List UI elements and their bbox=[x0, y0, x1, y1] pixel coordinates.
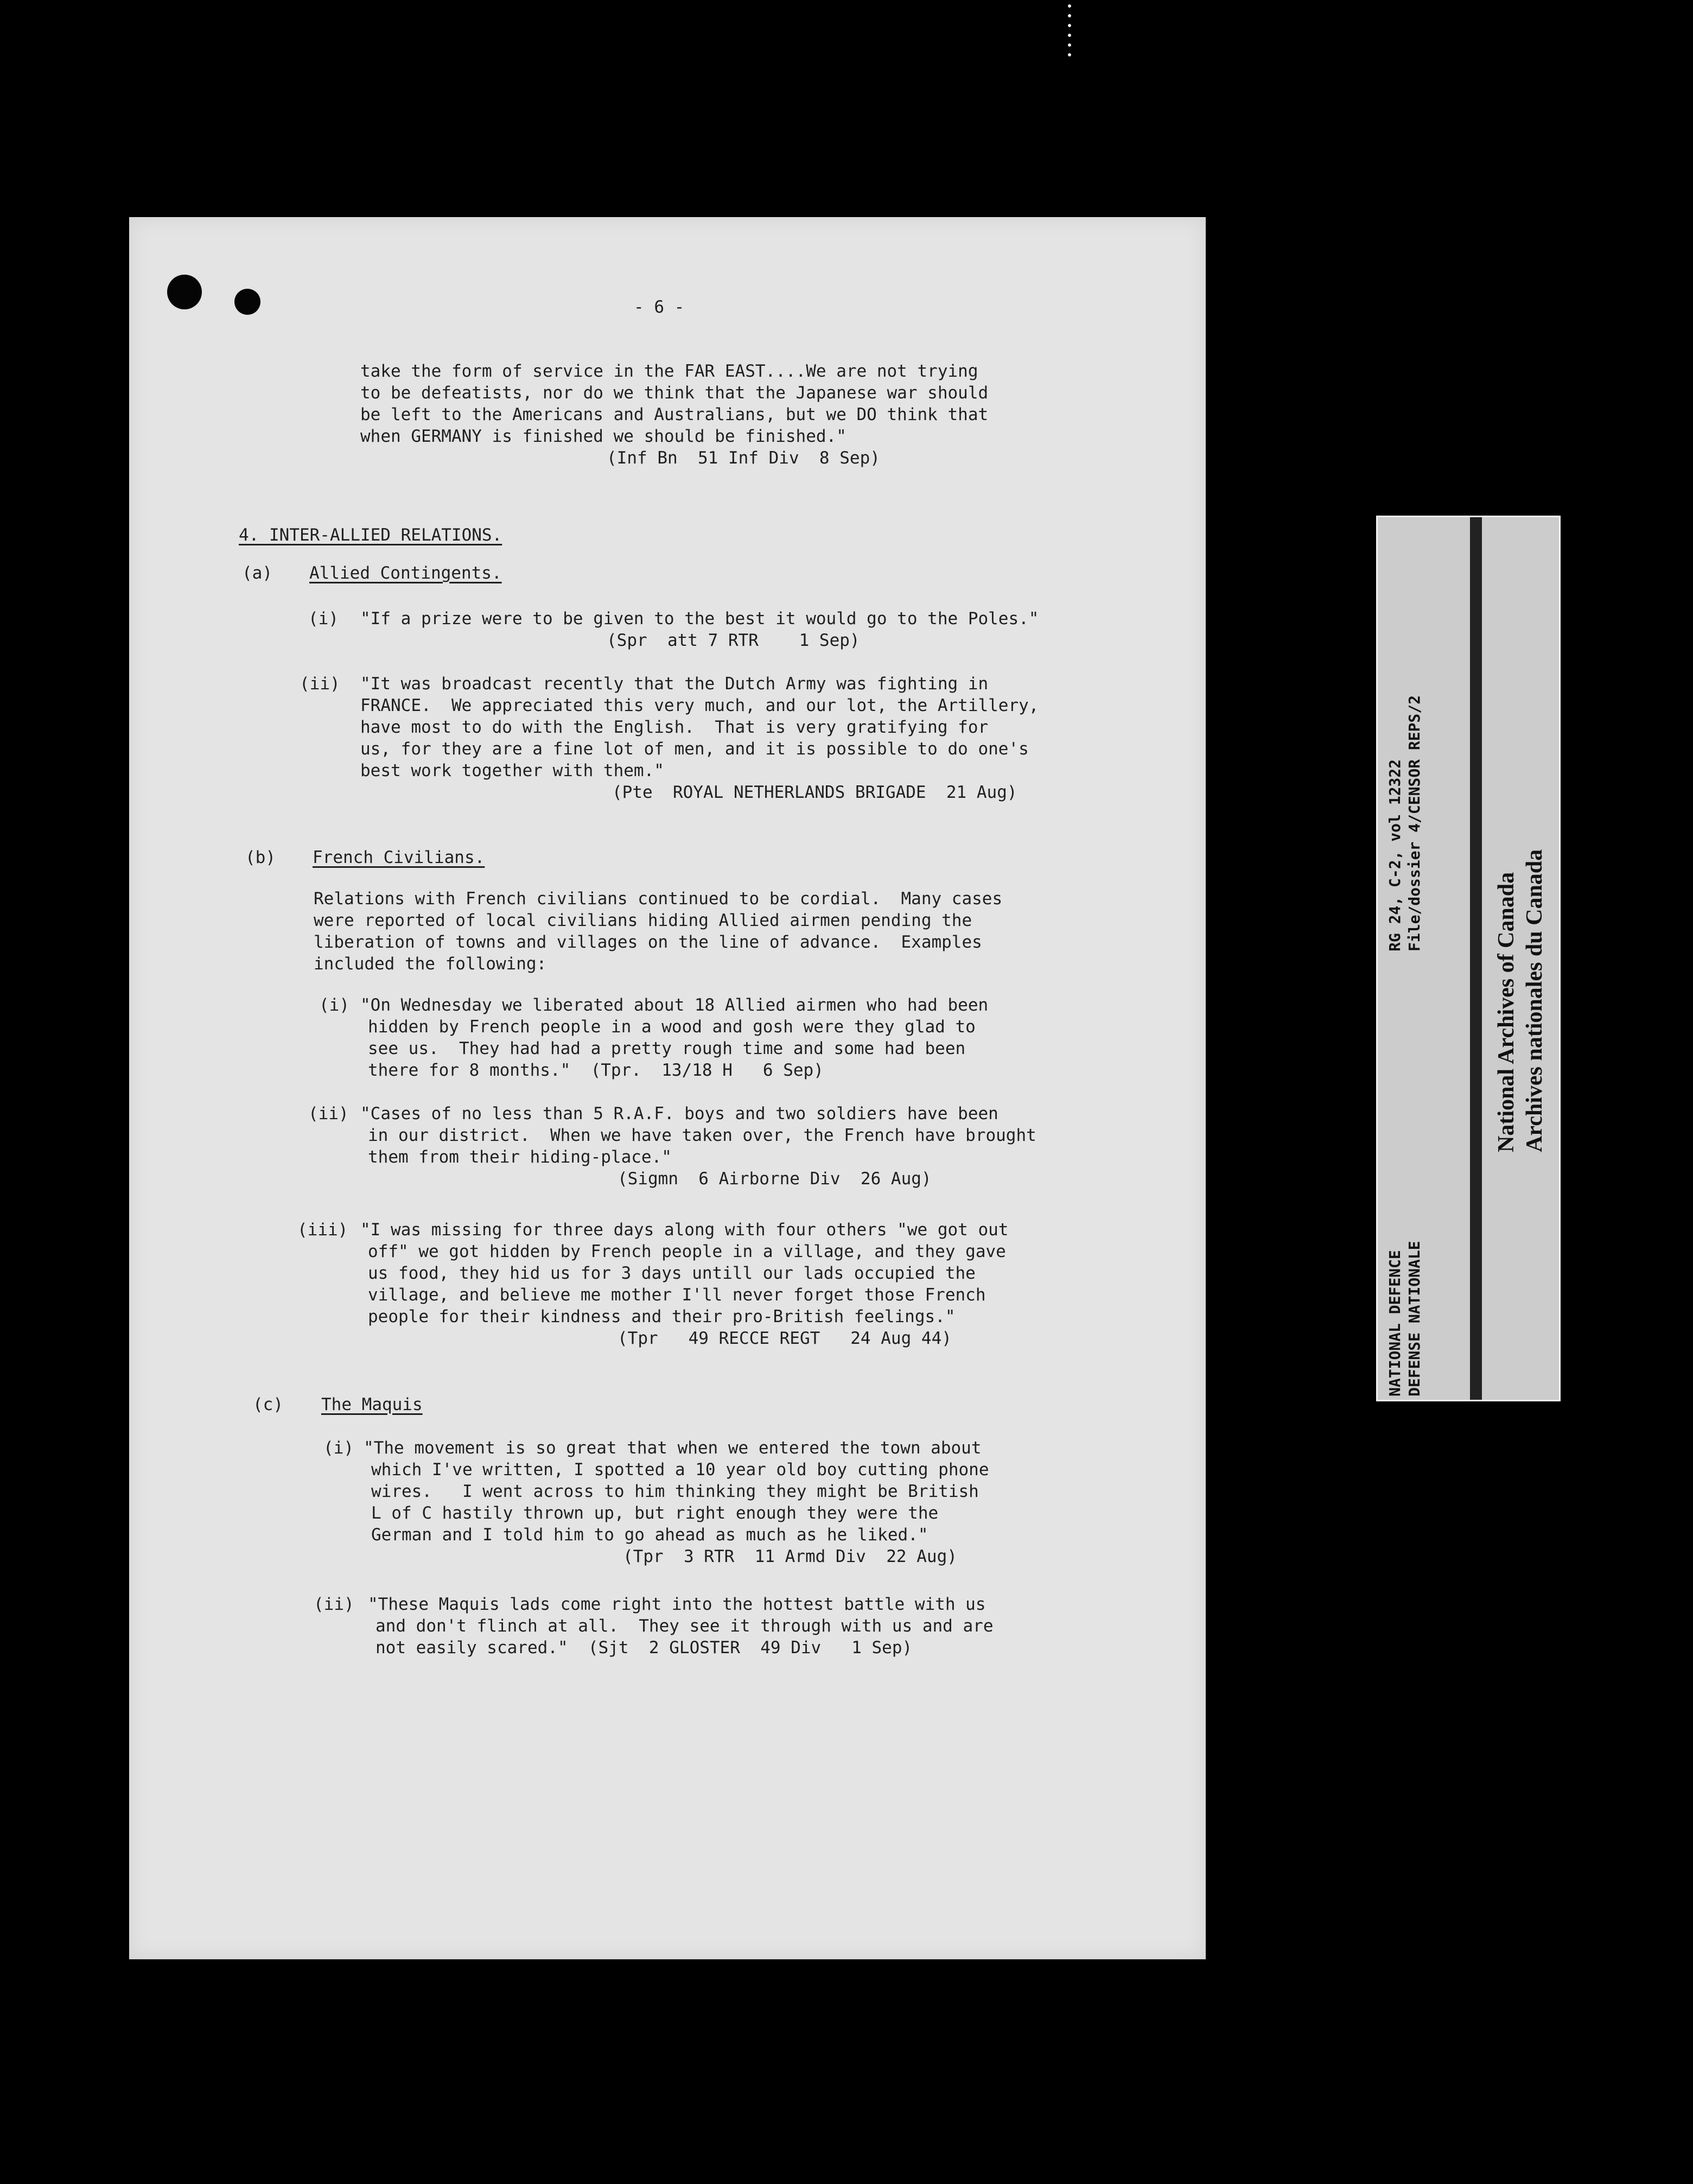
quote-line: not easily scared." (Sjt 2 GLOSTER 49 Div 1 Sep) bbox=[375, 1638, 913, 1658]
archive-name-fr: Archives nationales du Canada bbox=[1522, 849, 1547, 1152]
punch-hole bbox=[234, 289, 260, 315]
quote-line: hidden by French people in a wood and gosh were they glad to bbox=[368, 1017, 976, 1037]
subsection-marker: (c) bbox=[253, 1395, 283, 1414]
quote-line: "It was broadcast recently that the Dutch Army was fighting in bbox=[360, 674, 989, 694]
quote-line: us, for they are a fine lot of men, and it is possible to do one's bbox=[360, 739, 1029, 759]
quote-line: be left to the Americans and Australians, but we DO think that bbox=[360, 405, 989, 424]
department-name-fr: DEFENSE NATIONALE bbox=[1405, 1241, 1423, 1396]
quote-line: best work together with them." bbox=[360, 761, 664, 780]
quote-line: and don't flinch at all. They see it through with us and are bbox=[375, 1616, 994, 1636]
item-number: (i) bbox=[308, 609, 339, 628]
quote-source: (Inf Bn 51 Inf Div 8 Sep) bbox=[607, 448, 880, 468]
quote-line: there for 8 months." (Tpr. 13/18 H 6 Sep) bbox=[368, 1061, 824, 1080]
archive-file-reference: File/dossier 4/CENSOR REPS/2 bbox=[1405, 695, 1423, 951]
department-name-en: NATIONAL DEFENCE bbox=[1386, 1250, 1404, 1396]
film-edge-marks bbox=[1065, 0, 1074, 60]
quote-source: (Tpr 3 RTR 11 Armd Div 22 Aug) bbox=[623, 1547, 957, 1566]
quote-source: (Tpr 49 RECCE REGT 24 Aug 44) bbox=[618, 1329, 952, 1348]
quote-line: FRANCE. We appreciated this very much, and our lot, the Artillery, bbox=[360, 696, 1039, 715]
quote-line: people for their kindness and their pro-British feelings." bbox=[368, 1307, 956, 1326]
quote-source: (Spr att 7 RTR 1 Sep) bbox=[607, 631, 860, 650]
quote-line: L of C hastily thrown up, but right enough they were the bbox=[371, 1503, 939, 1523]
quote-line: "I was missing for three days along with four others "we got out bbox=[360, 1220, 1009, 1240]
document-page bbox=[129, 217, 1206, 1959]
label-divider bbox=[1470, 517, 1482, 1400]
quote-line: "On Wednesday we liberated about 18 Allied airmen who had been bbox=[360, 995, 989, 1015]
archive-reference: RG 24, C-2, vol 12322 bbox=[1386, 759, 1404, 951]
quote-source: (Sigmn 6 Airborne Div 26 Aug) bbox=[618, 1169, 932, 1189]
subsection-marker: (b) bbox=[245, 848, 276, 867]
quote-line: which I've written, I spotted a 10 year old boy cutting phone bbox=[371, 1460, 989, 1480]
paragraph-line: Relations with French civilians continued to be cordial. Many cases bbox=[314, 889, 1003, 909]
item-number: (iii) bbox=[297, 1220, 348, 1240]
quote-line: "Cases of no less than 5 R.A.F. boys and two soldiers have been bbox=[360, 1104, 998, 1123]
quote-line: see us. They had had a pretty rough time and some had been bbox=[368, 1039, 966, 1058]
paragraph-line: were reported of local civilians hiding Allied airmen pending the bbox=[314, 911, 972, 930]
paragraph-line: included the following: bbox=[314, 954, 547, 974]
page-number: - 6 - bbox=[634, 297, 685, 317]
section-heading: 4. INTER-ALLIED RELATIONS. bbox=[239, 525, 502, 545]
paragraph-line: liberation of towns and villages on the line of advance. Examples bbox=[314, 932, 982, 952]
subsection-marker: (a) bbox=[242, 563, 272, 583]
quote-line: them from their hiding-place." bbox=[368, 1147, 672, 1167]
quote-line: village, and believe me mother I'll never forget those French bbox=[368, 1285, 986, 1305]
quote-line: have most to do with the English. That is very gratifying for bbox=[360, 718, 989, 737]
item-number: (ii) bbox=[300, 674, 340, 694]
quote-line: off" we got hidden by French people in a village, and they gave bbox=[368, 1242, 1006, 1261]
quote-line: "The movement is so great that when we entered the town about bbox=[364, 1438, 982, 1458]
quote-line: when GERMANY is finished we should be finished." bbox=[360, 427, 846, 446]
quote-line: to be defeatists, nor do we think that the Japanese war should bbox=[360, 383, 989, 403]
punch-hole bbox=[167, 275, 202, 309]
item-number: (i) bbox=[323, 1438, 354, 1458]
quote-line: in our district. When we have taken over, the French have brought bbox=[368, 1126, 1036, 1145]
quote-line: wires. I went across to him thinking they might be British bbox=[371, 1482, 979, 1501]
quote-line: us food, they hid us for 3 days untill our lads occupied the bbox=[368, 1264, 976, 1283]
quote-line: take the form of service in the FAR EAST....We are not trying bbox=[360, 361, 978, 381]
quote-source: (Pte ROYAL NETHERLANDS BRIGADE 21 Aug) bbox=[612, 783, 1017, 802]
quote-line: "These Maquis lads come right into the hottest battle with us bbox=[368, 1595, 986, 1614]
item-number: (ii) bbox=[314, 1595, 354, 1614]
subsection-title: Allied Contingents. bbox=[309, 563, 502, 583]
archive-name-en: National Archives of Canada bbox=[1494, 872, 1519, 1152]
subsection-title: French Civilians. bbox=[313, 848, 485, 867]
item-number: (ii) bbox=[308, 1104, 349, 1123]
quote-line: German and I told him to go ahead as much as he liked." bbox=[371, 1525, 928, 1545]
item-number: (i) bbox=[319, 995, 349, 1015]
quote-line: "If a prize were to be given to the best it would go to the Poles." bbox=[360, 609, 1039, 628]
subsection-title: The Maquis bbox=[321, 1395, 423, 1414]
archive-label bbox=[1376, 516, 1561, 1401]
